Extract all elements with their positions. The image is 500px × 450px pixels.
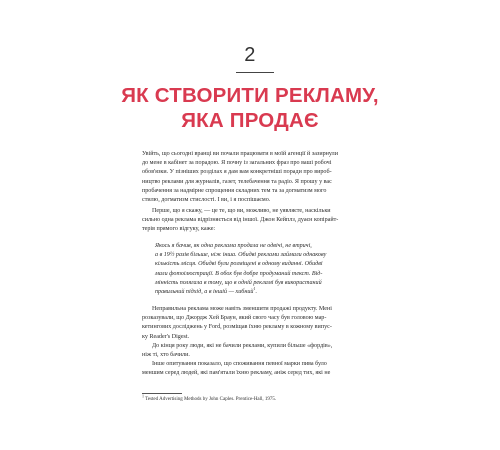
paragraph-beer [142, 360, 358, 378]
text-line: ніж ті, хто бачили. [142, 352, 190, 358]
quote-line: кількість місця. Обидві були розміщені в одному виданні. Обидві [155, 261, 323, 268]
paragraph-ford [142, 305, 358, 342]
paragraph-caples [142, 207, 358, 235]
quote-line-last [155, 285, 357, 297]
text-line: обов'язки. У пізніших розділах я дам вам конкретніші поради про вироб- [142, 169, 332, 176]
chapter-title [0, 83, 500, 133]
quote-line: а в 19½ разів більше, ніж інша. Обидві реклами займали однакову [155, 252, 327, 259]
quote-line: Якось я бачив, як одна реклама продала не одвічі, не втричі, [155, 243, 312, 249]
text-line: сильно одна реклама відрізняється від іншої. Джон Кейплз, дуаєн копірайт- [142, 217, 339, 224]
text-line: Увійть, що сьогодні вранці ви почали працювати в моїй агенції й зазирнули [142, 151, 338, 157]
text-line: розказували, що Джордж Хей Браун, який свого часу був головою мар- [142, 315, 327, 322]
paragraph-intro [142, 150, 358, 205]
footnote-reference[interactable]: 1 [253, 285, 256, 291]
text-line: ництво реклами для журналів, газет, телебачення та радіо. Я прошу у вас [142, 178, 332, 185]
footnote-text: Tested Advertising Methods by John Caples. Prentice-Hall, 1975. [144, 397, 277, 402]
text-line: до мене в кабінет за порадою. Я почну із загальних фраз про ваші робочі [142, 160, 332, 167]
chapter-divider [236, 72, 274, 73]
footnote-mark: 1 [142, 393, 144, 399]
quote-end-punctuation: . [255, 289, 257, 296]
chapter-title-line-2: ЯКА ПРОДАЄ [181, 109, 319, 132]
text-line: кетингових досліджень у Ford, розміщав їхню рекламу в кожному випус- [142, 324, 332, 331]
text-line: пробачення за надмірне спрощення складних тем та за догматизм мого [142, 187, 327, 194]
footnote [142, 393, 358, 403]
text-line: стилю, догматизм стислості. І ви, і я поспішаємо. [142, 197, 271, 204]
text-line: терів прямого відгуку, каже: [142, 226, 216, 233]
footnote-divider [142, 393, 182, 394]
chapter-title-line-1: ЯК СТВОРИТИ РЕКЛАМУ, [121, 84, 379, 107]
text-line: меншим серед людей, які пам'ятали їхню рекламу, аніж серед тих, які не [142, 370, 331, 377]
paragraph-fords [142, 342, 358, 360]
quote-line: мали фотоілюстрації. В обох був добре продуманий текст. Від- [155, 270, 323, 277]
quote-line-text: правильний підхід, а в іншій — хибний [155, 289, 254, 296]
text-line: Інше опитування показало, що споживання певної марки пива було [152, 361, 327, 368]
chapter-number: 2 [244, 44, 256, 66]
text-line: До кінця року люди, які не бачили реклами, купили більше «фордів», [152, 342, 333, 349]
quote-line: мінність полягала в тому, що в одній рекламі був використаний [155, 279, 322, 286]
text-line: ку Reader's Digest. [142, 333, 190, 340]
text-line: Неправильна реклама може навіть зменшити продажі продукту. Мені [152, 306, 332, 312]
text-line: Перше, що я скажу, — це те, що ви, можливо, не уявляєте, наскільки [152, 208, 331, 214]
block-quote [155, 242, 357, 297]
